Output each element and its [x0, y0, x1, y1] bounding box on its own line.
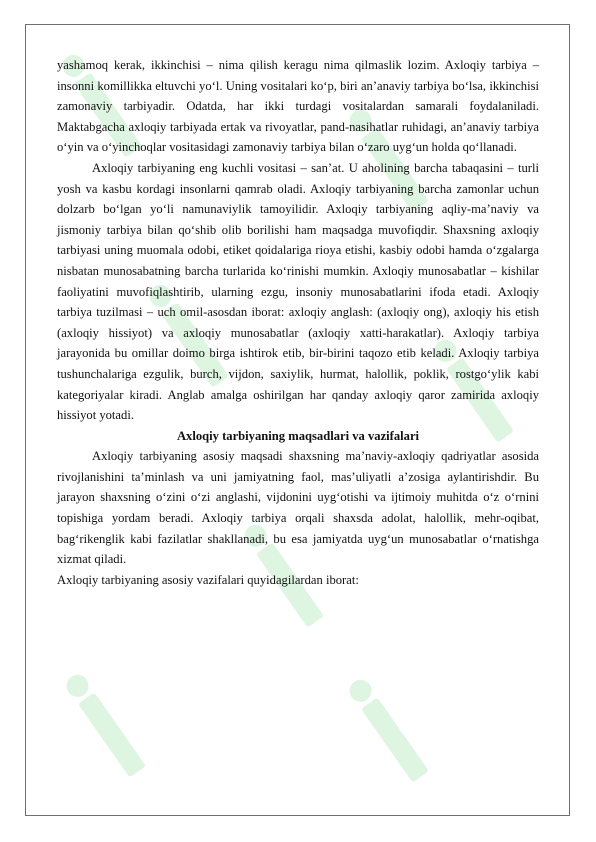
paragraph-4: Axloqiy tarbiyaning asosiy vazifalari quyidagilardan iborat:	[57, 572, 359, 587]
document-body	[57, 55, 539, 590]
paragraph-3: Axloqiy tarbiyaning asosiy maqsadi shaxsning ma’naviy-axloqiy qadriyatlar asosida rivojlanishini ta’minlash va uni jamiyatning faol, mas’uliyatli a’zosiga aylantirishdir. Bu jarayon shaxsning o‘zini o‘zi anglashi, vijdonini uyg‘otishi va ijtimoiy muhitda o‘z o‘rnini topishiga yordam beradi. Axloqiy tarbiya orqali shaxsda adolat, halollik, mehr-oqibat, bag‘rikenglik kabi fazilatlar shakllanadi, bu esa jamiyatda uyg‘un munosabatlar o‘rnatishga xizmat qiladi.	[57, 449, 539, 567]
section-heading: Axloqiy tarbiyaning maqsadlari va vazifalari	[176, 428, 420, 443]
paragraph-2: Axloqiy tarbiyaning eng kuchli vositasi – san’at. U aholining barcha tabaqasini – turli yosh va kasbu kordagi insonlarni qamrab oladi. Axloqiy tarbiyaning barcha zamonlar uchun dolzarb bo‘lgan yo‘li namunaviylik tamoyilidir. Axloqiy tarbiyaning aqliy-ma’naviy va jismoniy tarbiya bilan qo‘shib olib borilishi ham maqsadga muvofiqdir. Shaxsning axloqiy tarbiyasi uning muomala odobi, etiket qoidalariga rioya etishi, kasbiy odobi hamda o‘zgalarga nisbatan munosabatning barcha turlarida ko‘rinishi mumkin. Axloqiy munosabatlar – kishilar faoliyatini muvofiqlashtirib, ularning ezgu, insoniy munosabatlarini ifoda etadi. Axloqiy tarbiya tuzilmasi – uch omil-asosdan iborat: axloqiy anglash: (axloqiy ong), axloqiy his etish (axloqiy hissiyot) va axloqiy munosabatlar (axloqiy xatti-harakatlar). Axloqiy tarbiya jarayonida bu omillar doimo birga ishtirok etib, bir-birini taqozo etib keladi. Axloqiy tarbiya tushunchalariga ezgulik, burch, vijdon, saxiylik, hurmat, halollik, poklik, rostgo‘ylik kabi kategoriyalar kiradi. Anglab amalga oshirilgan har qanday axloqiy qaror zamirida axloqiy hissiyot yotadi.	[57, 160, 539, 423]
paragraph-1: yashamoq kerak, ikkinchisi – nima qilish keragu nima qilmaslik lozim. Axloqiy tarbiya – insonni komillikka eltuvchi yo‘l. Uning vositalari ko‘p, biri an’anaviy tarbiya bo‘lsa, ikkinchisi zamonaviy tarbiyadir. Odatda, har ikki turdagi vositalardan samarali foydalaniladi. Maktabgacha axloqiy tarbiyada ertak va rivoyatlar, pand-nasihatlar ruhidagi, an’anaviy tarbiya o‘yin va o‘yinchoqlar vositasidagi zamonaviy tarbiya bilan o‘zaro uyg‘un holda qo‘llanadi.	[57, 58, 539, 155]
